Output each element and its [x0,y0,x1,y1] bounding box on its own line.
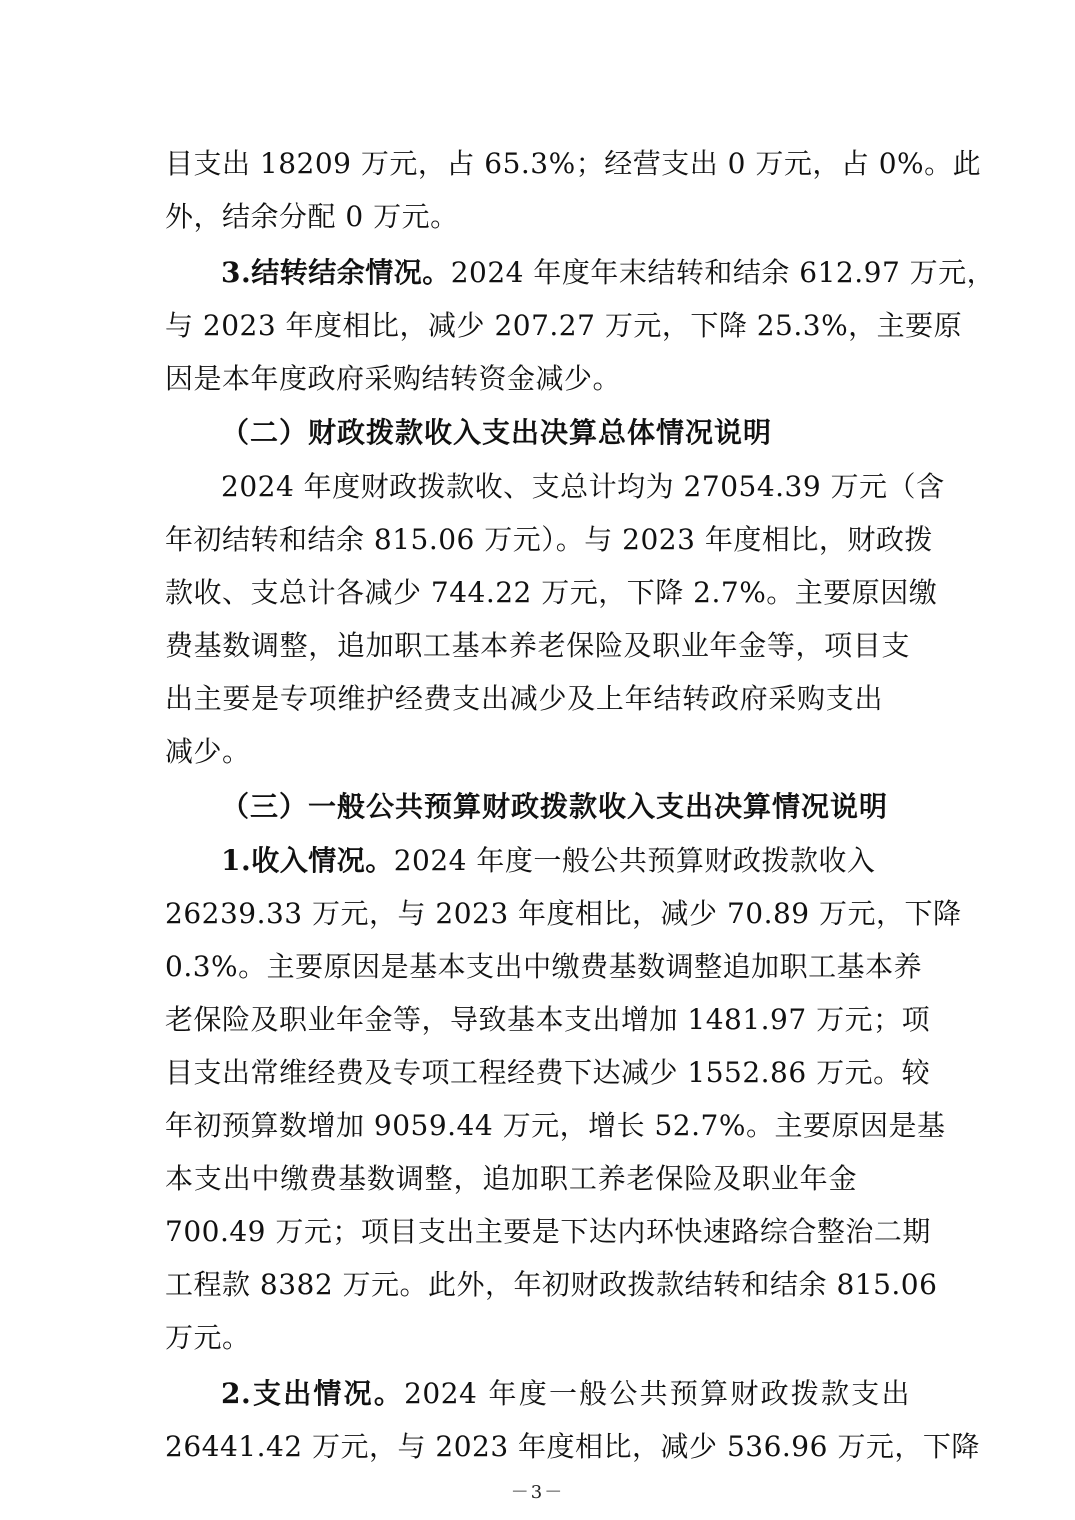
line-text: 因是本年度政府采购结转资金减少。 [165,362,622,395]
body-text-line [165,573,938,613]
line-text: 2024 年度财政拨款收、支总计均为 27054.39 万元（含 [221,470,945,503]
body-text-line [165,1265,938,1305]
body-text-line [165,1159,857,1199]
paragraph-expense-first-line [221,1374,910,1414]
line-text: 与 2023 年度相比，减少 207.27 万元，下降 25.3%，主要原 [165,309,963,342]
paragraph-lead: 2.支出情况。 [221,1377,405,1410]
line-text: 26239.33 万元，与 2023 年度相比，减少 70.89 万元，下降 [165,897,962,930]
line-text: 工程款 8382 万元。此外，年初财政拨款结转和结余 815.06 [165,1268,938,1301]
line-text: 年初结转和结余 815.06 万元）。与 2023 年度相比，财政拨 [165,523,933,556]
paragraph-income-first-line [221,841,876,881]
body-text-line [165,1212,931,1252]
body-text-line [165,520,933,560]
paragraph-carryover-first-line [221,253,996,293]
line-text: 万元。 [165,1321,251,1354]
line-text: 减少。 [165,735,251,768]
line-text: 费基数调整，追加职工基本养老保险及职业年金等，项目支 [165,629,910,662]
body-text-line [165,197,459,237]
body-text-line [165,359,621,399]
line-text: 款收、支总计各减少 744.22 万元，下降 2.7%。主要原因缴 [165,576,938,609]
body-text-line [165,1053,931,1093]
paragraph-lead: 3.结转结余情况。 [221,256,451,289]
line-text: 目支出常维经费及专项工程经费下达减少 1552.86 万元。较 [165,1056,931,1089]
line-text: 本支出中缴费基数调整，追加职工养老保险及职业年金 [165,1162,857,1195]
paragraph-text: 2024 年度一般公共预算财政拨款支出 [404,1377,910,1410]
body-text-line [165,306,963,346]
body-text-line [165,732,251,772]
paragraph-text: 2024 年度一般公共预算财政拨款收入 [393,844,876,877]
line-text: 0.3%。主要原因是基本支出中缴费基数调整追加职工基本养 [165,950,923,983]
body-text-line [165,679,883,719]
section-heading-3: （三）一般公共预算财政拨款收入支出决算情况说明 [221,790,889,823]
line-text: 年初预算数增加 9059.44 万元，增长 52.7%。主要原因是基 [165,1109,946,1142]
line-text: 出主要是专项维护经费支出减少及上年结转政府采购支出 [165,682,883,715]
body-text-line [165,894,962,934]
body-text-line [165,626,910,666]
line-text: 26441.42 万元，与 2023 年度相比，减少 536.96 万元，下降 [165,1430,980,1463]
body-text-line [165,947,923,987]
line-text: 外，结余分配 0 万元。 [165,200,459,233]
paragraph-text: 2024 年度年末结转和结余 612.97 万元， [450,256,996,289]
line-text: 700.49 万元；项目支出主要是下达内环快速路综合整治二期 [165,1215,931,1248]
paragraph-lead: 1.收入情况。 [221,844,394,877]
body-text-line [165,1106,946,1146]
page-number: －3－ [510,1482,565,1503]
body-text-line [165,144,982,184]
line-text: 目支出 18209 万元，占 65.3%；经营支出 0 万元，占 0%。此 [165,147,982,180]
body-text-line [165,1427,980,1467]
body-text-line [165,1000,931,1040]
body-text-line [221,467,945,507]
section-heading-2: （二）财政拨款收入支出决算总体情况说明 [221,416,773,449]
body-text-line [165,1318,251,1358]
line-text: 老保险及职业年金等，导致基本支出增加 1481.97 万元；项 [165,1003,931,1036]
